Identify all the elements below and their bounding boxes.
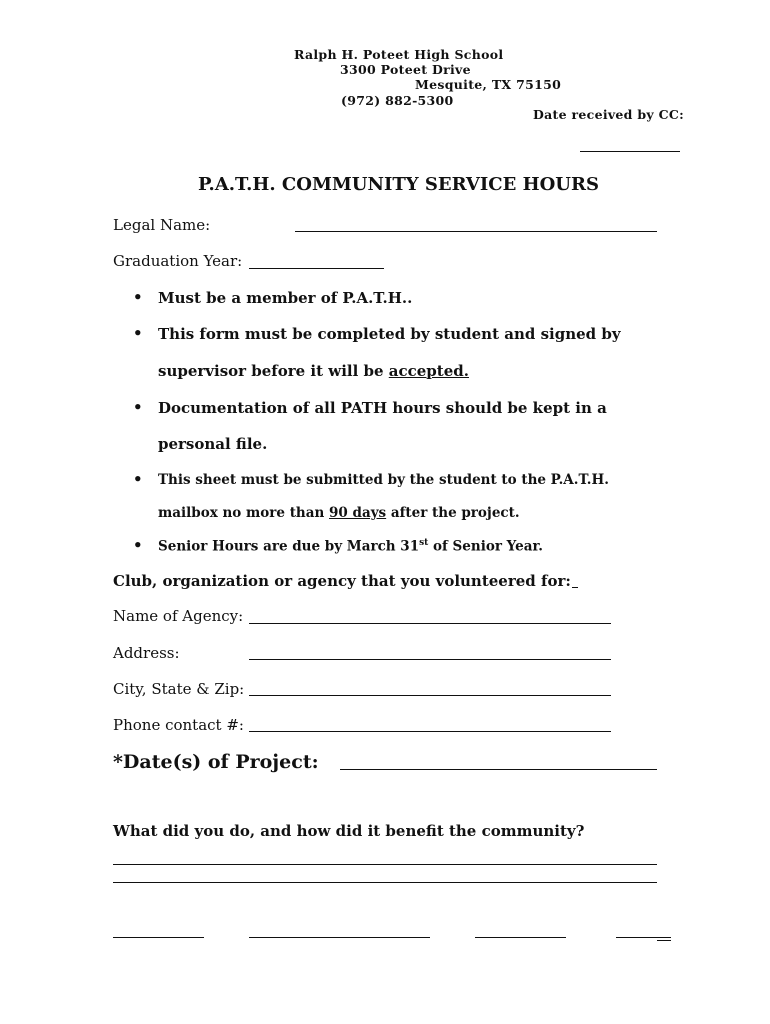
- superscript: st: [419, 538, 429, 548]
- agency-heading: Club, organization or agency that you volunteered for:: [113, 572, 571, 590]
- agency-name-field[interactable]: [249, 623, 611, 624]
- project-dates-field[interactable]: [340, 769, 657, 770]
- bullet-text: Senior Hours are due by March 31: [158, 538, 420, 555]
- bullet-form-completed-line1: This form must be completed by student and signed by: [158, 325, 621, 343]
- agency-name-label: Name of Agency:: [113, 607, 244, 625]
- bottom-line-2[interactable]: [249, 937, 430, 938]
- benefit-question: What did you do, and how did it benefit the community?: [113, 822, 585, 840]
- phone-contact-label: Phone contact #:: [113, 716, 244, 734]
- answer-line-1[interactable]: [113, 864, 657, 865]
- bottom-line-3[interactable]: [475, 937, 566, 938]
- bullet-submit-line2: [158, 505, 520, 521]
- bullet-icon: •: [133, 398, 143, 416]
- bullet-text: mailbox no more than: [158, 505, 330, 521]
- bullet-senior-hours: [158, 538, 543, 555]
- bullet-form-completed-line2: [158, 362, 469, 380]
- answer-line-2[interactable]: [113, 882, 657, 883]
- ninety-days-underlined: 90 days: [329, 505, 387, 521]
- bullet-documentation-line2: personal file.: [158, 435, 268, 453]
- school-phone: (972) 882-5300: [341, 93, 454, 108]
- bullet-text: of Senior Year.: [428, 538, 544, 555]
- city-state-zip-label: City, State & Zip:: [113, 680, 245, 698]
- graduation-year-label: Graduation Year:: [113, 252, 243, 270]
- bullet-membership: Must be a member of P.A.T.H..: [158, 289, 413, 307]
- bullet-icon: •: [133, 288, 143, 306]
- project-dates-label: *Date(s) of Project:: [113, 751, 319, 773]
- legal-name-field[interactable]: [295, 231, 657, 232]
- address-field[interactable]: [249, 659, 611, 660]
- school-street: 3300 Poteet Drive: [340, 62, 471, 77]
- bullet-icon: •: [133, 324, 143, 342]
- city-state-zip-field[interactable]: [249, 695, 611, 696]
- bullet-text: after the project.: [386, 505, 520, 521]
- agency-heading-line: [572, 587, 578, 588]
- school-city: Mesquite, TX 75150: [415, 77, 562, 92]
- page-title: P.A.T.H. COMMUNITY SERVICE HOURS: [198, 174, 599, 195]
- bottom-line-4[interactable]: [616, 937, 671, 938]
- bottom-line-1[interactable]: [113, 937, 204, 938]
- bullet-documentation-line1: Documentation of all PATH hours should be kept in a: [158, 399, 607, 417]
- date-received-line[interactable]: [580, 151, 680, 152]
- school-name: Ralph H. Poteet High School: [294, 47, 504, 62]
- date-received-label: Date received by CC:: [533, 107, 685, 122]
- bullet-icon: •: [133, 536, 143, 554]
- bullet-text: supervisor before it will be: [158, 362, 389, 380]
- bottom-line-4-tail: [657, 940, 671, 941]
- graduation-year-field[interactable]: [249, 268, 384, 269]
- phone-contact-field[interactable]: [249, 731, 611, 732]
- bullet-icon: •: [133, 470, 143, 488]
- legal-name-label: Legal Name:: [113, 216, 211, 234]
- address-label: Address:: [113, 644, 180, 662]
- accepted-underlined: accepted.: [388, 362, 469, 380]
- bullet-submit-line1: This sheet must be submitted by the student to the P.A.T.H.: [158, 472, 609, 488]
